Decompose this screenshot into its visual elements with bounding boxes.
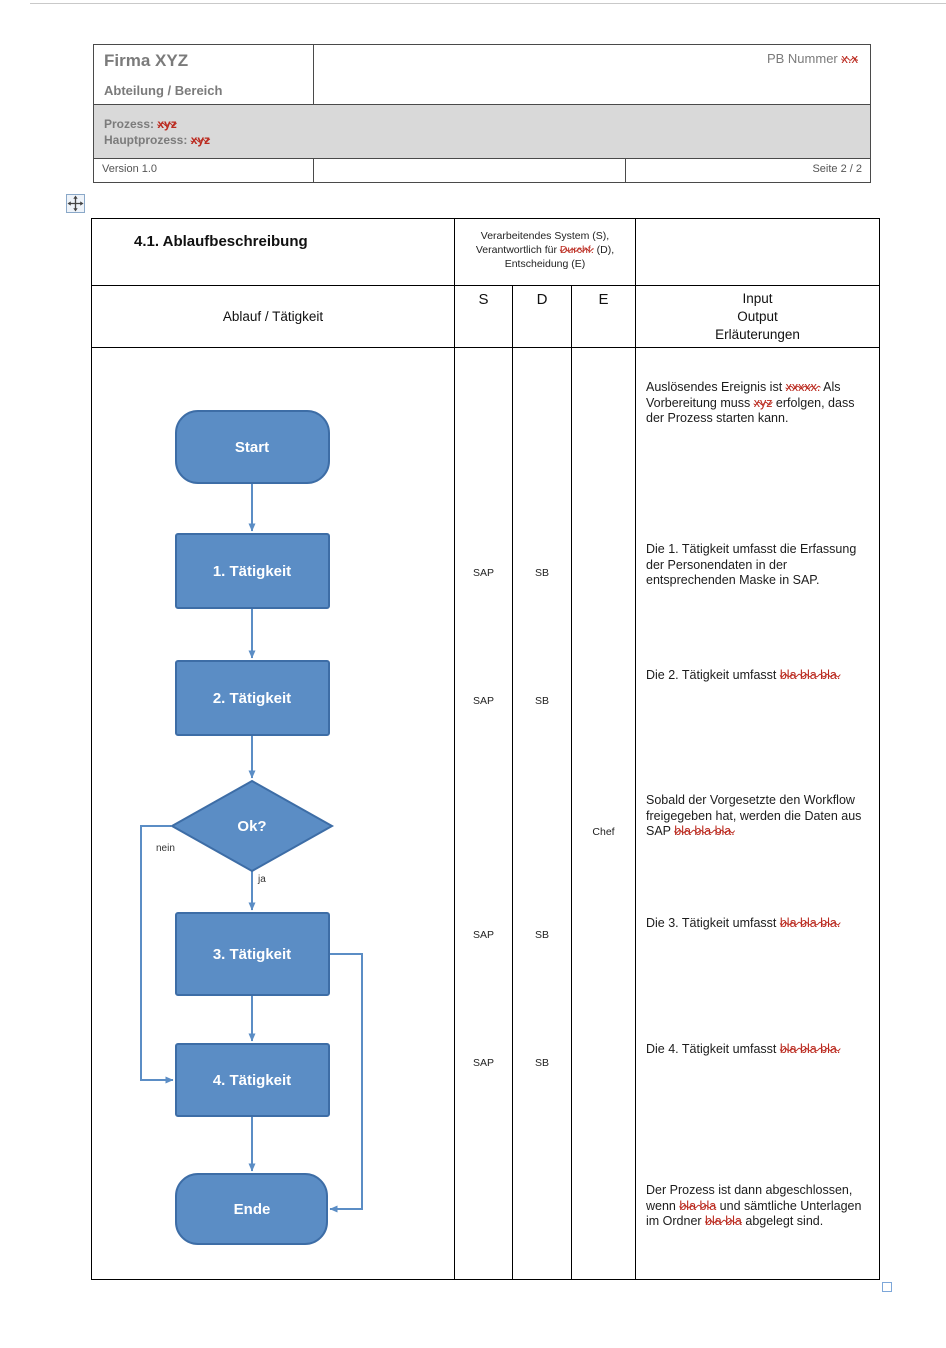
annotation-ende: Der Prozess ist dann abgeschlossen, wenn bla bla und sämtliche Unterlagen im Ordner bla bla abgelegt sind.: [646, 1183, 862, 1228]
flowchart-canvas: [92, 348, 455, 1279]
value-d-t2: SB: [534, 695, 549, 707]
decision-label: Ok?: [237, 818, 267, 835]
flow-node-taetigkeit-1[interactable]: [176, 534, 329, 608]
io-line-erlaeuterungen: Erläuterungen: [715, 327, 800, 342]
taetigkeit-3-label: 3. Tätigkeit: [212, 946, 292, 963]
column-header-s: S: [455, 286, 513, 348]
page-top-divider: [30, 3, 946, 4]
flow-node-ende[interactable]: [176, 1174, 327, 1244]
value-s-t2: SAP: [472, 695, 494, 707]
annotation-taetigkeit-2: Die 2. Tätigkeit umfasst bla bla bla.: [646, 668, 841, 682]
column-io-body: [636, 348, 879, 1279]
flow-node-taetigkeit-3[interactable]: [176, 913, 329, 995]
company-name: Firma XYZ: [104, 51, 189, 70]
annotation-start: Auslösendes Ereignis ist xxxxx. Als Vorbereitung muss xyz erfolgen, dass der Prozess starten kann.: [646, 380, 855, 425]
io-line-output: Output: [737, 309, 778, 324]
header-process-bar: [94, 105, 870, 159]
process-line: Prozess: xyz: [104, 117, 177, 131]
flow-node-start[interactable]: [176, 411, 329, 483]
header-row-version: [94, 159, 870, 182]
resize-handle[interactable]: [882, 1282, 892, 1292]
label-ja: ja: [258, 874, 266, 885]
version-label: Version 1.0: [94, 159, 314, 182]
sde-header-cell: [455, 219, 636, 286]
department-label: Abteilung / Bereich: [104, 83, 223, 98]
process-description-table: [91, 218, 880, 1280]
pb-number: PB Nummer x.x: [766, 51, 858, 66]
value-e-decision: Chef: [592, 826, 615, 838]
column-header-ablauf: Ablauf / Tätigkeit: [92, 286, 455, 348]
edge-t3-to-end-bypass: [329, 954, 362, 1209]
taetigkeit-1-label: 1. Tätigkeit: [212, 563, 292, 580]
header-mid-empty-cell: [314, 159, 626, 182]
start-label: Start: [234, 439, 270, 456]
column-e-body: [572, 348, 636, 1279]
label-nein: nein: [156, 843, 175, 854]
annotation-decision: Sobald der Vorgesetzte den Workflow freigegeben hat, werden die Daten aus SAP bla bla bla.: [646, 793, 862, 838]
annotation-taetigkeit-4: Die 4. Tätigkeit umfasst bla bla bla.: [646, 1042, 841, 1056]
edge-nein-to-t4: [141, 826, 173, 1080]
header-empty-cell: [636, 219, 879, 286]
move-arrows-icon: [67, 195, 84, 212]
header-company-cell: [94, 45, 314, 104]
value-d-t3: SB: [534, 929, 549, 941]
value-d-t1: SB: [534, 567, 549, 579]
column-d-body: [513, 348, 572, 1279]
sde-header-line3: Entscheidung (E): [504, 258, 586, 270]
flow-node-taetigkeit-4[interactable]: [176, 1044, 329, 1116]
sde-header-line2: Verantwortlich für Durchf. (D),: [475, 244, 615, 256]
sde-header-line1: Verarbeitendes System (S),: [480, 230, 610, 242]
column-header-e: E: [572, 286, 636, 348]
section-title: 4.1. Ablaufbeschreibung: [92, 219, 455, 286]
page-number-label: Seite 2 / 2: [812, 163, 862, 175]
header-row-company: [94, 45, 870, 105]
flow-node-taetigkeit-2[interactable]: [176, 661, 329, 735]
value-s-t1: SAP: [472, 567, 494, 579]
main-process-line: Hauptprozess: xyz: [104, 133, 211, 147]
value-s-t3: SAP: [472, 929, 494, 941]
io-line-input: Input: [742, 291, 773, 306]
flow-node-decision-ok[interactable]: [172, 781, 332, 871]
move-handle[interactable]: [66, 194, 85, 213]
document-header-table: [93, 44, 871, 183]
taetigkeit-4-label: 4. Tätigkeit: [212, 1072, 292, 1089]
flowchart-cell: [92, 348, 455, 1279]
taetigkeit-2-label: 2. Tätigkeit: [212, 690, 292, 707]
annotation-taetigkeit-3: Die 3. Tätigkeit umfasst bla bla bla.: [646, 916, 841, 930]
value-d-t4: SB: [534, 1057, 549, 1069]
ende-label: Ende: [233, 1201, 271, 1218]
value-s-t4: SAP: [472, 1057, 494, 1069]
column-s-body: [455, 348, 513, 1279]
annotation-taetigkeit-1: Die 1. Tätigkeit umfasst die Erfassung der Personendaten in der entsprechenden Maske in SAP.: [646, 542, 857, 587]
column-header-io: [636, 286, 879, 348]
column-header-d: D: [513, 286, 572, 348]
